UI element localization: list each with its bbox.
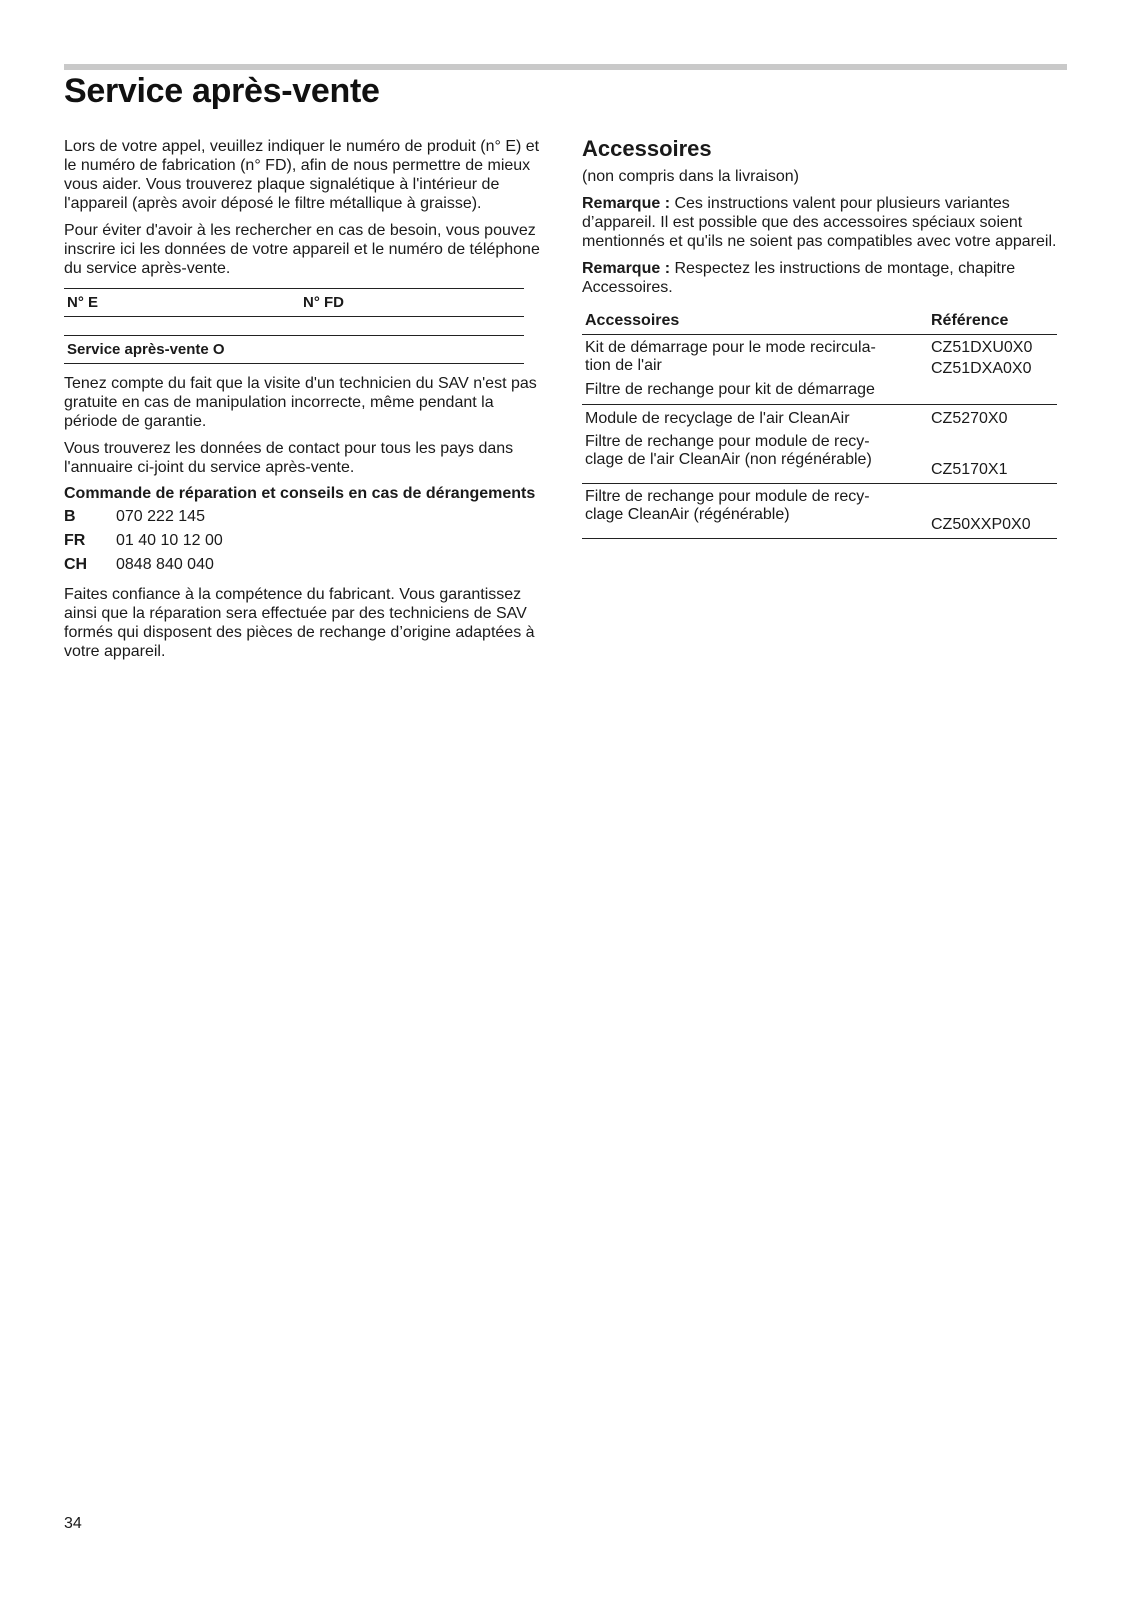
table-row: [582, 377, 1057, 405]
top-rule: [64, 64, 1067, 70]
reference-cell: CZ50XXP0X0: [928, 484, 1057, 539]
phone-number: 0848 840 040: [116, 556, 214, 573]
table-row: [582, 484, 1057, 539]
ne-label: N° E: [64, 289, 300, 317]
cost-note: Tenez compte du fait que la visite d'un technicien du SAV n'est pas gratuite en cas de manipulation incorrecte, même pendant la période de garantie.: [64, 375, 537, 430]
phone-number: 01 40 10 12 00: [116, 532, 223, 549]
page-title: Service après-vente: [64, 72, 380, 110]
phone-row: [64, 553, 550, 577]
reference-cell: CZ5270X0: [931, 410, 1008, 427]
closing-paragraph: Faites confiance à la compétence du fabricant. Vous garantissez ainsi que la réparation sera effectuée par des techniciens de SAV formés qui disposent des pièces de rechange d’origine adaptées à votre appareil.: [64, 586, 535, 660]
remark-text: Ces instructions valent pour plusieurs variantes d’appareil. Il est possible que des accessoires spéciaux soient mentionnés et qu'ils ne soient pas compatibles avec votre appareil.: [582, 195, 1057, 250]
table-row: [582, 430, 1057, 484]
remark-label: Remarque :: [582, 260, 671, 277]
country-code: B: [64, 508, 76, 525]
reference-cell: CZ51DXA0X0: [928, 357, 1057, 385]
repair-heading: Commande de réparation et conseils en cas de dérangements: [64, 485, 536, 502]
accessory-cell: Kit de démarrage pour le mode recircula- tion de l'air: [585, 339, 876, 374]
accessory-cell: Filtre de rechange pour module de recy- clage de l'air CleanAir (non régénérable): [582, 430, 928, 484]
phone-row: [64, 505, 550, 529]
accessories-table: [582, 307, 1057, 539]
remark-text: Respectez les instructions de montage, chapitre Accessoires.: [582, 260, 1016, 296]
phone-list: [64, 505, 550, 577]
accessory-cell: Filtre de rechange pour module de recy- clage CleanAir (régénérable): [582, 484, 928, 539]
country-code: CH: [64, 556, 88, 573]
sav-label: Service après-vente O: [64, 336, 524, 364]
contacts-note: Vous trouverez les données de contact pour tous les pays dans l'annuaire ci-joint du service après-vente.: [64, 440, 514, 476]
remark-label: Remarque :: [582, 195, 671, 212]
column-header-accessory: Accessoires: [582, 307, 928, 335]
intro-paragraph-2: Pour éviter d'avoir à les rechercher en cas de besoin, vous pouvez inscrire ici les données de votre appareil et le numéro de téléphone du service après-vente.: [64, 222, 540, 277]
phone-row: [64, 529, 550, 553]
nfd-label: N° FD: [300, 289, 524, 317]
phone-number: 070 222 145: [116, 508, 205, 525]
accessory-cell: Filtre de rechange pour kit de démarrage: [582, 377, 928, 405]
accessory-cell: Module de recyclage de l'air CleanAir: [585, 410, 850, 427]
device-data-form: [64, 288, 524, 364]
page-number: 34: [64, 1515, 82, 1532]
remark-1: [582, 194, 1067, 251]
accessories-title: Accessoires: [582, 136, 712, 161]
intro-paragraph: Lors de votre appel, veuillez indiquer le numéro de produit (n° E) et le numéro de fabrication (n° FD), afin de nous permettre de mieux vous aider. Vous trouverez plaque signalétique à l'intérieur de l'appareil (après avoir déposé le filtre métallique à graisse).: [64, 138, 540, 212]
reference-cell: CZ51DXU0X0: [931, 339, 1033, 356]
table-row: [582, 405, 1057, 431]
right-column: [582, 137, 1067, 539]
remark-2: [582, 259, 1067, 297]
blank-row: [64, 317, 524, 336]
reference-cell: CZ5170X1: [928, 430, 1057, 484]
accessories-subtitle: (non compris dans la livraison): [582, 168, 799, 185]
country-code: FR: [64, 532, 86, 549]
column-header-reference: Référence: [928, 307, 1057, 335]
left-column: [64, 137, 550, 669]
